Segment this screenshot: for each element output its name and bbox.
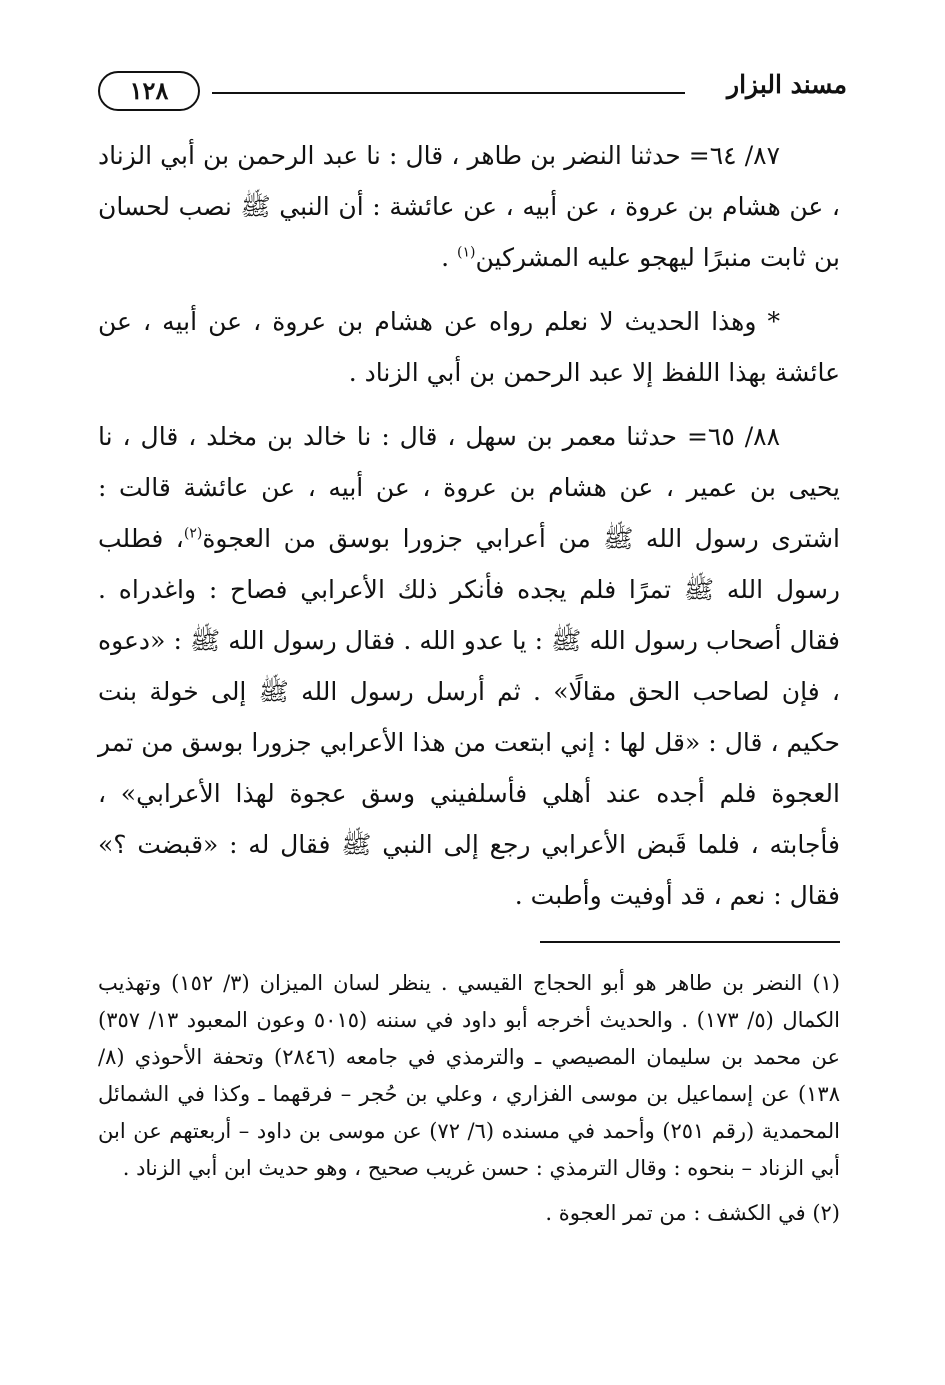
footnote-ref-1[interactable]: (١) (457, 244, 476, 261)
footnote-1-number: (١) (812, 971, 840, 995)
footnote-1-text: النضر بن طاهر هو أبو الحجاج القيسي . ينظر لسان الميزان (٣/ ١٥٢) وتهذيب الكمال (٥/ ١٧٣) . والحديث أخرجه أبو داود في سننه (٥٠١٥ وعون المعبود ١٣/ ٣٥٧) عن محمد بن سليمان المصيصي ـ والترمذي في جامعه (٢٨٤٦) وتحفة الأحوذي (٨/ ١٣٨) عن إسماعيل بن موسى الفزاري ، وعلي بن حُجر – فرقهما ـ وكذا في الشمائل المحمدية (رقم ٢٥١) وأحمد في مسنده (٦/ ٧٢) عن موسى بن داود – أربعتهم عن ابن أبي الزناد – بنحوه : وقال الترمذي : حسن غريب صحيح ، وهو حديث ابن أبي الزناد . (98, 971, 840, 1180)
hadith-88-text-part2: ، فطلب رسول الله ﷺ تمرًا فلم يجده فأنكر ذلك الأعرابي فصاح : واغدراه . فقال أصحاب رسول الله ﷺ : يا عدو الله . فقال رسول الله ﷺ : «دعوه ، فإن لصاحب الحق مقالًا» . ثم أرسل رسول الله ﷺ إلى خولة بنت حكيم ، قال : «قل لها : إني ابتعت من هذا الأعرابي جزورا بوسق من تمر العجوة فلم أجده عند أهلي فأسلفيني وسق عجوة لهذا الأعرابي» ، فأجابته ، فلما قَبض الأعرابي رجع إلى النبي ﷺ فقال له : «قبضت ؟» فقال : نعم ، قد أوفيت وأطبت . (98, 524, 840, 910)
hadith-87-text: ٨٧/ ٦٤= حدثنا النضر بن طاهر ، قال : نا عبد الرحمن بن أبي الزناد ، عن هشام بن عروة ، عن أبيه ، عن عائشة : أن النبي ﷺ نصب لحسان بن ثابت منبرًا ليهجو عليه المشركين (98, 141, 840, 272)
hadith-88-text-part1: ٨٨/ ٦٥= حدثنا معمر بن سهل ، قال : نا خالد بن مخلد ، قال ، نا يحيى بن عمير ، عن هشام بن عروة ، عن أبيه ، عن عائشة قالت : اشترى رسول الله ﷺ من أعرابي جزورا بوسق من العجوة (98, 422, 840, 553)
hadith-87-end: . (441, 243, 458, 272)
header-rule (212, 92, 685, 94)
hadith-87-paragraph (98, 130, 840, 283)
page-number: ١٢٨ (98, 71, 200, 111)
footnote-2-text: في الكشف : من تمر العجوة . (545, 1201, 806, 1225)
footnote-1 (98, 965, 840, 1187)
running-title: مسند البزار (727, 70, 847, 99)
footnote-separator (540, 941, 840, 943)
main-text (98, 130, 840, 921)
commentary-paragraph: * وهذا الحديث لا نعلم رواه عن هشام بن عروة ، عن أبيه ، عن عائشة بهذا اللفظ إلا عبد الرحمن بن أبي الزناد . (98, 307, 840, 387)
footnotes (98, 965, 840, 1232)
footnote-2 (98, 1195, 840, 1232)
footnote-2-number: (٢) (812, 1201, 840, 1225)
hadith-88-paragraph (98, 411, 840, 921)
footnote-ref-2[interactable]: (٢) (183, 525, 203, 542)
